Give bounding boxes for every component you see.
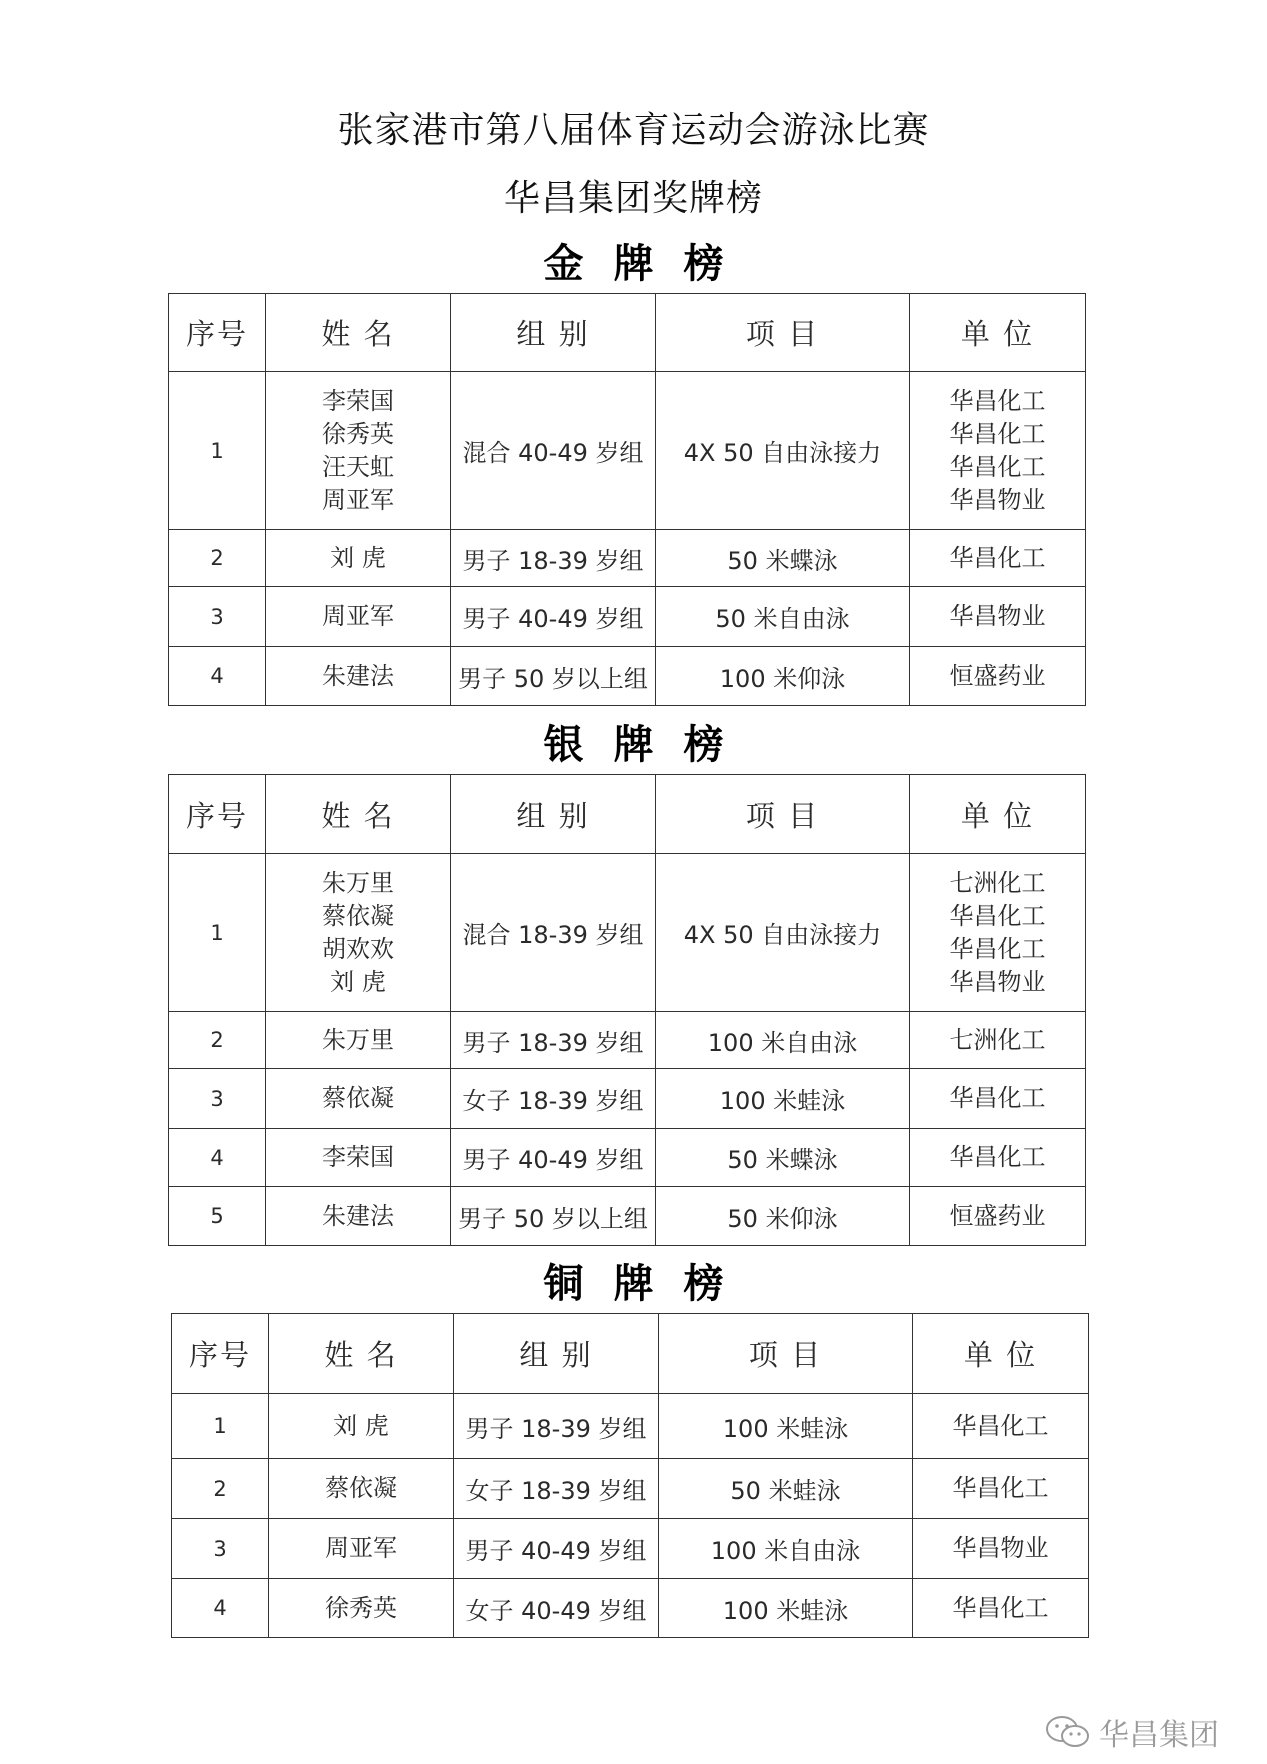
group-cell: 男子 50 岁以上组 xyxy=(451,1187,656,1246)
event-cell: 100 米蛙泳 xyxy=(659,1394,913,1459)
column-header: 组 别 xyxy=(454,1314,659,1394)
cell-line: 华昌化工 xyxy=(949,1084,1046,1112)
name-cell xyxy=(266,587,451,647)
seq-cell: 1 xyxy=(169,372,266,530)
cell-line: 华昌化工 xyxy=(949,386,1046,415)
table-row xyxy=(169,854,1086,1012)
group-cell: 混合 40-49 岁组 xyxy=(451,372,656,530)
seq-cell: 4 xyxy=(172,1579,269,1638)
doc-title: 张家港市第八届体育运动会游泳比赛 xyxy=(337,110,930,151)
cell-line: 华昌化工 xyxy=(952,1474,1049,1502)
unit-cell xyxy=(913,1579,1089,1638)
cell-line: 华昌化工 xyxy=(949,1143,1046,1171)
seq-cell: 4 xyxy=(169,1129,266,1187)
table-row xyxy=(169,647,1086,706)
table-row xyxy=(172,1579,1089,1638)
name-cell xyxy=(266,1012,451,1069)
bronze-table xyxy=(171,1313,1089,1638)
name-cell xyxy=(269,1459,454,1519)
cell-line: 朱建法 xyxy=(322,661,394,690)
cell-line: 华昌化工 xyxy=(952,1411,1049,1440)
unit-cell xyxy=(910,1069,1086,1129)
name-cell xyxy=(266,1187,451,1246)
wechat-icon xyxy=(1045,1715,1091,1749)
cell-line: 华昌物业 xyxy=(952,1534,1049,1562)
table-row xyxy=(169,1069,1086,1129)
table-row xyxy=(169,1012,1086,1069)
seq-cell: 3 xyxy=(169,587,266,647)
seq-cell: 3 xyxy=(172,1519,269,1579)
cell-line: 刘 虎 xyxy=(330,967,386,996)
column-header: 单 位 xyxy=(910,294,1086,372)
cell-line: 华昌物业 xyxy=(949,485,1046,514)
unit-cell xyxy=(913,1519,1089,1579)
table-row xyxy=(169,1129,1086,1187)
unit-cell xyxy=(910,372,1086,530)
watermark xyxy=(1045,1710,1219,1754)
column-header: 姓 名 xyxy=(266,775,451,854)
gold-title: 金牌榜 xyxy=(543,241,754,287)
unit-cell xyxy=(910,530,1086,587)
cell-line: 刘 虎 xyxy=(333,1411,389,1440)
table-row xyxy=(172,1394,1089,1459)
group-cell: 女子 40-49 岁组 xyxy=(454,1579,659,1638)
cell-line: 华昌化工 xyxy=(952,1593,1049,1622)
cell-line: 刘 虎 xyxy=(330,543,386,572)
group-cell: 女子 18-39 岁组 xyxy=(451,1069,656,1129)
cell-line: 朱建法 xyxy=(322,1201,394,1230)
name-cell xyxy=(266,854,451,1012)
cell-line: 恒盛药业 xyxy=(949,1201,1046,1230)
event-cell: 4X 50 自由泳接力 xyxy=(656,854,910,1012)
event-cell: 4X 50 自由泳接力 xyxy=(656,372,910,530)
event-cell: 100 米蛙泳 xyxy=(659,1579,913,1638)
event-cell: 100 米蛙泳 xyxy=(656,1069,910,1129)
column-header: 组 别 xyxy=(451,294,656,372)
cell-line: 朱万里 xyxy=(322,868,394,897)
cell-line: 华昌化工 xyxy=(949,934,1046,963)
cell-line: 李荣国 xyxy=(322,1143,394,1171)
column-header: 姓 名 xyxy=(266,294,451,372)
table-row xyxy=(169,1187,1086,1246)
column-header: 组 别 xyxy=(451,775,656,854)
event-cell: 50 米自由泳 xyxy=(656,587,910,647)
cell-line: 徐秀英 xyxy=(325,1593,397,1622)
cell-line: 蔡依凝 xyxy=(322,901,394,930)
name-cell xyxy=(266,1069,451,1129)
column-header: 单 位 xyxy=(913,1314,1089,1394)
name-cell xyxy=(266,647,451,706)
cell-line: 华昌化工 xyxy=(949,543,1046,572)
unit-cell xyxy=(910,587,1086,647)
cell-line: 周亚军 xyxy=(325,1534,397,1562)
event-cell: 100 米自由泳 xyxy=(659,1519,913,1579)
event-cell: 50 米蛙泳 xyxy=(659,1459,913,1519)
unit-cell xyxy=(913,1394,1089,1459)
silver-title: 银牌榜 xyxy=(543,722,754,768)
column-header: 项 目 xyxy=(656,775,910,854)
group-cell: 男子 18-39 岁组 xyxy=(451,1012,656,1069)
cell-line: 恒盛药业 xyxy=(949,661,1046,690)
name-cell xyxy=(269,1519,454,1579)
cell-line: 华昌化工 xyxy=(949,452,1046,481)
cell-line: 徐秀英 xyxy=(322,419,394,448)
gold-table xyxy=(168,293,1086,706)
table-row xyxy=(169,587,1086,647)
cell-line: 华昌化工 xyxy=(949,419,1046,448)
unit-cell xyxy=(910,1187,1086,1246)
cell-line: 华昌化工 xyxy=(949,901,1046,930)
name-cell xyxy=(266,372,451,530)
table-row xyxy=(169,530,1086,587)
name-cell xyxy=(269,1394,454,1459)
bronze-title: 铜牌榜 xyxy=(543,1261,754,1307)
column-header: 姓 名 xyxy=(269,1314,454,1394)
group-cell: 女子 18-39 岁组 xyxy=(454,1459,659,1519)
unit-cell xyxy=(910,854,1086,1012)
seq-cell: 1 xyxy=(172,1394,269,1459)
name-cell xyxy=(266,1129,451,1187)
silver-table xyxy=(168,774,1086,1246)
cell-line: 蔡依凝 xyxy=(325,1474,397,1502)
cell-line: 李荣国 xyxy=(322,386,394,415)
cell-line: 华昌物业 xyxy=(949,967,1046,996)
seq-cell: 2 xyxy=(169,530,266,587)
unit-cell xyxy=(910,1129,1086,1187)
event-cell: 50 米仰泳 xyxy=(656,1187,910,1246)
unit-cell xyxy=(913,1459,1089,1519)
name-cell xyxy=(269,1579,454,1638)
header-row xyxy=(172,1314,1089,1394)
event-cell: 100 米自由泳 xyxy=(656,1012,910,1069)
name-cell xyxy=(266,530,451,587)
seq-cell: 5 xyxy=(169,1187,266,1246)
cell-line: 朱万里 xyxy=(322,1025,394,1054)
header-row xyxy=(169,775,1086,854)
group-cell: 男子 18-39 岁组 xyxy=(451,530,656,587)
event-cell: 100 米仰泳 xyxy=(656,647,910,706)
unit-cell xyxy=(910,647,1086,706)
event-cell: 50 米蝶泳 xyxy=(656,1129,910,1187)
column-header: 序号 xyxy=(169,775,266,854)
seq-cell: 2 xyxy=(169,1012,266,1069)
table-row xyxy=(172,1459,1089,1519)
group-cell: 男子 40-49 岁组 xyxy=(451,1129,656,1187)
doc-subtitle: 华昌集团奖牌榜 xyxy=(503,178,763,219)
group-cell: 混合 18-39 岁组 xyxy=(451,854,656,1012)
group-cell: 男子 40-49 岁组 xyxy=(451,587,656,647)
column-header: 序号 xyxy=(169,294,266,372)
column-header: 项 目 xyxy=(656,294,910,372)
cell-line: 蔡依凝 xyxy=(322,1084,394,1112)
header-row xyxy=(169,294,1086,372)
column-header: 单 位 xyxy=(910,775,1086,854)
cell-line: 七洲化工 xyxy=(949,1025,1046,1054)
cell-line: 华昌物业 xyxy=(949,602,1046,630)
cell-line: 七洲化工 xyxy=(949,868,1046,897)
group-cell: 男子 40-49 岁组 xyxy=(454,1519,659,1579)
group-cell: 男子 18-39 岁组 xyxy=(454,1394,659,1459)
seq-cell: 4 xyxy=(169,647,266,706)
cell-line: 胡欢欢 xyxy=(322,934,394,963)
cell-line: 汪天虹 xyxy=(322,452,394,481)
seq-cell: 2 xyxy=(172,1459,269,1519)
event-cell: 50 米蝶泳 xyxy=(656,530,910,587)
table-row xyxy=(172,1519,1089,1579)
seq-cell: 1 xyxy=(169,854,266,1012)
column-header: 序号 xyxy=(172,1314,269,1394)
watermark-text: 华昌集团 xyxy=(1099,1718,1219,1753)
cell-line: 周亚军 xyxy=(322,485,394,514)
group-cell: 男子 50 岁以上组 xyxy=(451,647,656,706)
unit-cell xyxy=(910,1012,1086,1069)
seq-cell: 3 xyxy=(169,1069,266,1129)
cell-line: 周亚军 xyxy=(322,602,394,630)
column-header: 项 目 xyxy=(659,1314,913,1394)
table-row xyxy=(169,372,1086,530)
